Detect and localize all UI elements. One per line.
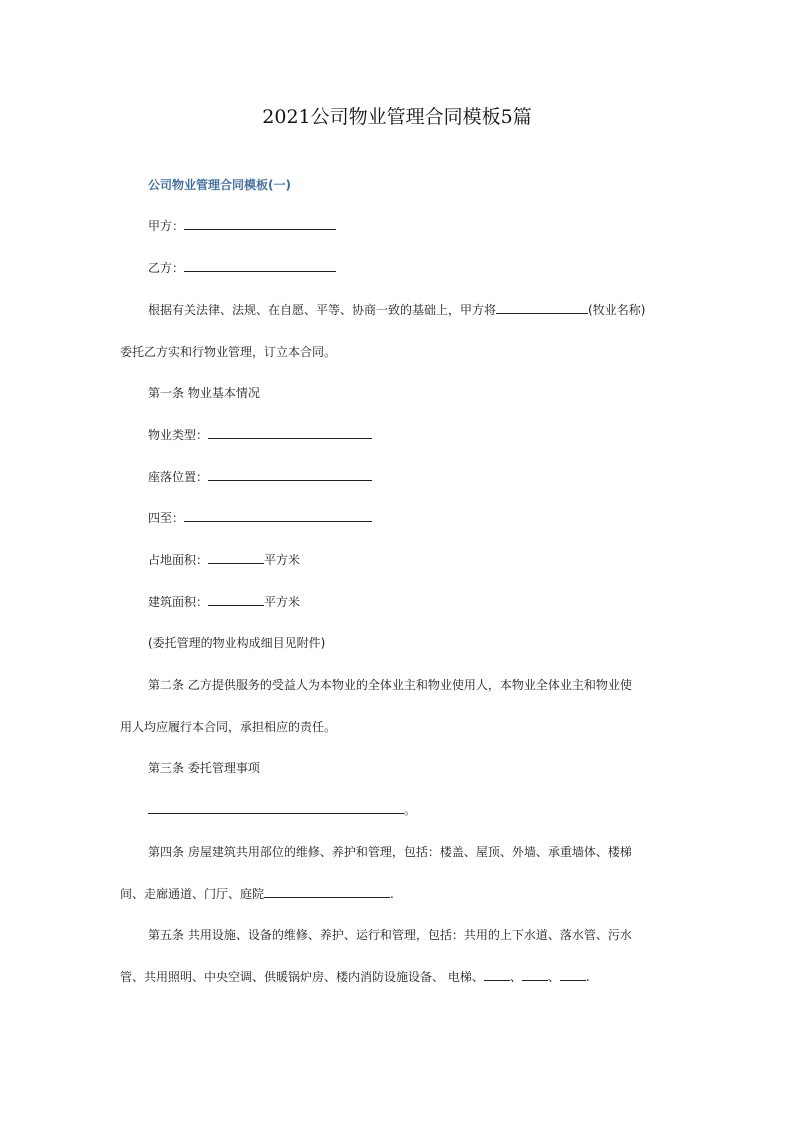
article-3-title: 第三条 委托管理事项 xyxy=(148,761,260,775)
article-5-line-2 xyxy=(120,969,590,985)
intro-line-1 xyxy=(148,302,645,318)
land-area-unit: 平方米 xyxy=(264,553,301,567)
article-5-sep-1: 、 xyxy=(509,970,522,984)
article-5-blank-1 xyxy=(484,969,510,981)
intro-text: 根据有关法律、法规、在自愿、平等、协商一致的基础上，甲方将 xyxy=(148,303,497,317)
article-5-period: . xyxy=(585,970,590,984)
land-area-blank xyxy=(208,552,264,564)
page-title: 2021公司物业管理合同模板5篇 xyxy=(262,106,532,128)
article-4-period: . xyxy=(390,887,394,901)
property-name-blank xyxy=(496,302,588,314)
land-area-line xyxy=(148,552,300,568)
boundary-blank xyxy=(184,510,372,522)
article-5-text: 管、共用照明、中央空调、供暖锅炉房、楼内消防设施设备、 电梯、 xyxy=(120,970,484,984)
party-b-label: 乙方： xyxy=(148,261,185,275)
article-5-blank-2 xyxy=(522,969,548,981)
location-blank xyxy=(208,469,372,481)
party-a-line xyxy=(148,218,336,234)
property-type-label: 物业类型： xyxy=(148,428,209,442)
property-type-blank xyxy=(208,427,372,439)
article-4-text: 间、走廊通道、门厅、庭院 xyxy=(120,887,265,901)
party-b-blank xyxy=(184,260,336,272)
boundary-line xyxy=(148,510,372,526)
article-5-sep-2: 、 xyxy=(547,970,560,984)
article-5-line-1: 第五条 共用设施、设备的维修、养护、运行和管理，包括：共用的上下水道、落水管、污水 xyxy=(148,928,632,942)
article-1-title: 第一条 物业基本情况 xyxy=(148,386,260,400)
property-type-line xyxy=(148,427,372,443)
party-b-line xyxy=(148,260,336,276)
annex-note: (委托管理的物业构成细目见附件) xyxy=(148,636,326,650)
build-area-line xyxy=(148,594,300,610)
article-3-period: 。 xyxy=(404,803,417,817)
boundary-label: 四至： xyxy=(148,511,185,525)
article-3-blank xyxy=(148,802,404,814)
article-4-line-2 xyxy=(120,886,394,902)
party-a-blank xyxy=(184,218,336,230)
location-label: 座落位置： xyxy=(148,470,209,484)
build-area-unit: 平方米 xyxy=(264,595,301,609)
build-area-label: 建筑面积： xyxy=(148,595,209,609)
article-2-line-1: 第二条 乙方提供服务的受益人为本物业的全体业主和物业使用人，本物业全体业主和物业使 xyxy=(148,678,632,692)
section-heading: 公司物业管理合同模板(一) xyxy=(148,178,291,192)
property-name-note: (牧业名称) xyxy=(588,303,646,317)
build-area-blank xyxy=(208,594,264,606)
intro-line-2: 委托乙方实和行物业管理，订立本合同。 xyxy=(120,345,337,359)
article-4-blank xyxy=(264,886,390,898)
article-4-line-1: 第四条 房屋建筑共用部位的维修、养护和管理，包括：楼盖、屋顶、外墙、承重墙体、楼梯 xyxy=(148,845,632,859)
article-5-blank-3 xyxy=(560,969,586,981)
party-a-label: 甲方： xyxy=(148,219,185,233)
land-area-label: 占地面积： xyxy=(148,553,209,567)
article-3-blank-line xyxy=(148,802,416,818)
location-line xyxy=(148,469,372,485)
article-2-line-2: 用人均应履行本合同，承担相应的责任。 xyxy=(120,720,337,734)
